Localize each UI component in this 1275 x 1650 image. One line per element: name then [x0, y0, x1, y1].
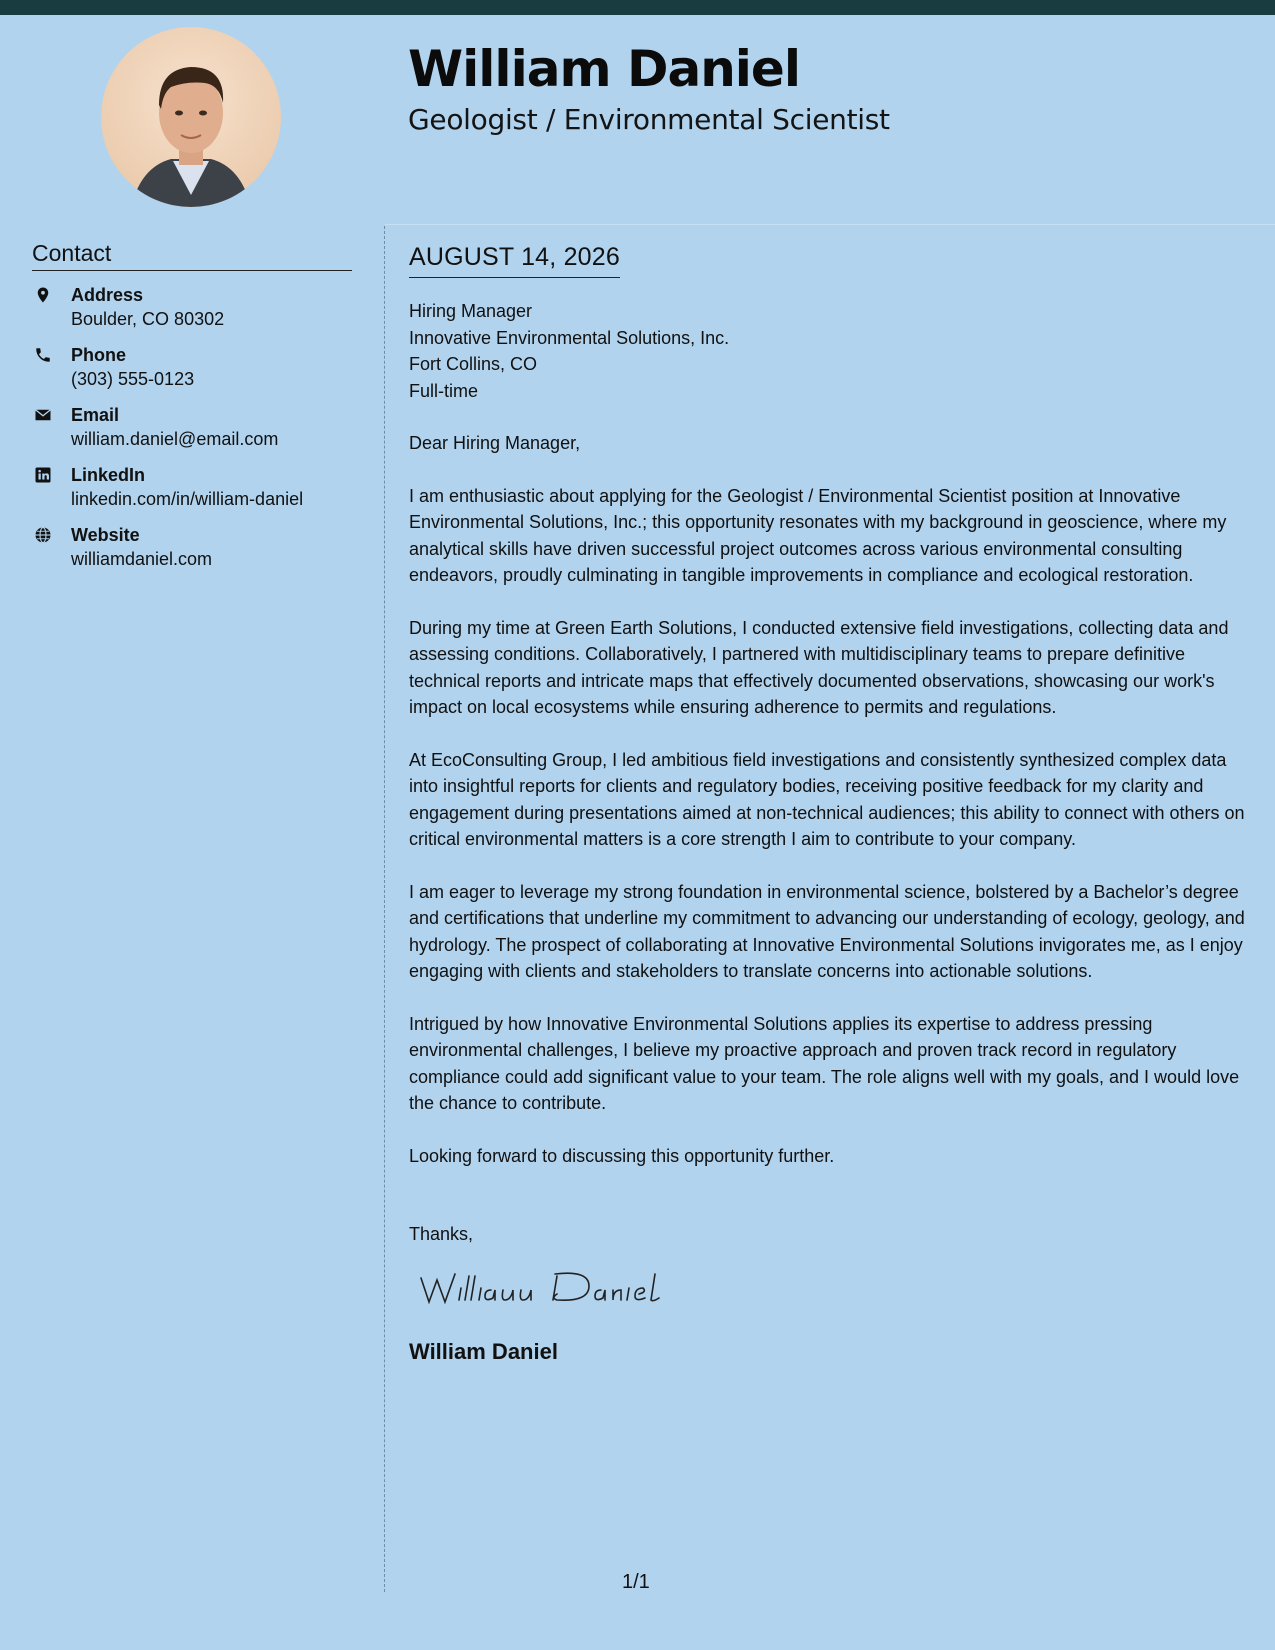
contact-label: Email [71, 405, 120, 425]
recipient-line: Full-time [409, 380, 479, 401]
contact-sidebar [32, 240, 352, 571]
contact-label: Address [71, 285, 144, 305]
contact-value: Boulder, CO 80302 [71, 309, 225, 329]
contact-phone [32, 343, 352, 391]
contact-linkedin [32, 463, 352, 511]
body-paragraph: At EcoConsulting Group, I led ambitious field investigations and consistently synthesized complex data into insightful reports for clients and regulatory bodies, receiving positive feedback for my clarity and engagement during presentations aimed at non-technical audiences; this ability to connect with others on critical environmental matters is a core strength I aim to contribute to your company. [409, 749, 1245, 849]
contact-label: Website [71, 525, 140, 545]
signoff: Thanks, [409, 1224, 474, 1244]
body-paragraph: I am enthusiastic about applying for the Geologist / Environmental Scientist position at Innovative Environmental Solutions, Inc.; this opportunity resonates with my background in geoscience, where my analytical skills have driven successful project outcomes across various environmental consulting endeavors, proudly culminating in tangible improvements in compliance and ecological restoration. [409, 485, 1227, 585]
letter-date: AUGUST 14, 2026 [409, 243, 620, 278]
contact-website [32, 523, 352, 571]
body-paragraph: During my time at Green Earth Solutions, I conducted extensive field investigations, collecting data and assessing conditions. Collaboratively, I partnered with multidisciplinary teams to prepare definitive technical reports and intricate maps that effectively documented observations, showcasing our work's impact on local ecosystems while ensuring adherence to permits and regulations. [409, 617, 1229, 717]
column-divider [384, 226, 385, 1592]
closing-line: Looking forward to discussing this opportunity further. [409, 1145, 835, 1166]
page-number: 1/1 [622, 1571, 650, 1593]
salutation: Dear Hiring Manager, [409, 433, 581, 453]
contact-value[interactable]: linkedin.com/in/william-daniel [71, 489, 304, 509]
contact-heading: Contact [32, 240, 352, 271]
body-paragraph: I am eager to leverage my strong foundation in environmental science, bolstered by a Bachelor’s degree and certifications that underline my commitment to advancing our understanding of ecology, geology, and hydrology. The prospect of collaborating at Innovative Environmental Solutions invigorates me, as I enjoy engaging with clients and stakeholders to translate concerns into actionable solutions. [409, 881, 1245, 981]
contact-value[interactable]: williamdaniel.com [71, 549, 213, 569]
applicant-name: William Daniel [408, 40, 800, 98]
envelope-icon [34, 406, 52, 424]
map-pin-icon [34, 286, 52, 304]
applicant-role: Geologist / Environmental Scientist [408, 103, 890, 136]
recipient-block [409, 298, 1249, 404]
contact-label: Phone [71, 345, 127, 365]
top-accent-bar [0, 0, 1275, 15]
contact-address [32, 283, 352, 331]
phone-icon [34, 346, 52, 364]
globe-icon [34, 526, 52, 544]
linkedin-icon [34, 466, 52, 484]
handwritten-signature [417, 1264, 1249, 1317]
body-paragraph: Intrigued by how Innovative Environmental Solutions applies its expertise to address pressing environmental challenges, I believe my proactive approach and proven track record in regulatory compliance could add significant value to your team. The role aligns well with my goals, and I would love the chance to contribute. [409, 1013, 1240, 1113]
recipient-line: Innovative Environmental Solutions, Inc. [409, 327, 730, 348]
contact-value[interactable]: william.daniel@email.com [71, 429, 279, 449]
header-divider [385, 224, 1275, 225]
recipient-line: Fort Collins, CO [409, 354, 538, 374]
signer-name: William Daniel [409, 1338, 558, 1364]
letter-body [409, 243, 1249, 1365]
contact-value: (303) 555-0123 [71, 369, 195, 389]
contact-email [32, 403, 352, 451]
recipient-line: Hiring Manager [409, 301, 533, 321]
profile-photo [101, 27, 281, 207]
contact-label: LinkedIn [71, 465, 146, 485]
